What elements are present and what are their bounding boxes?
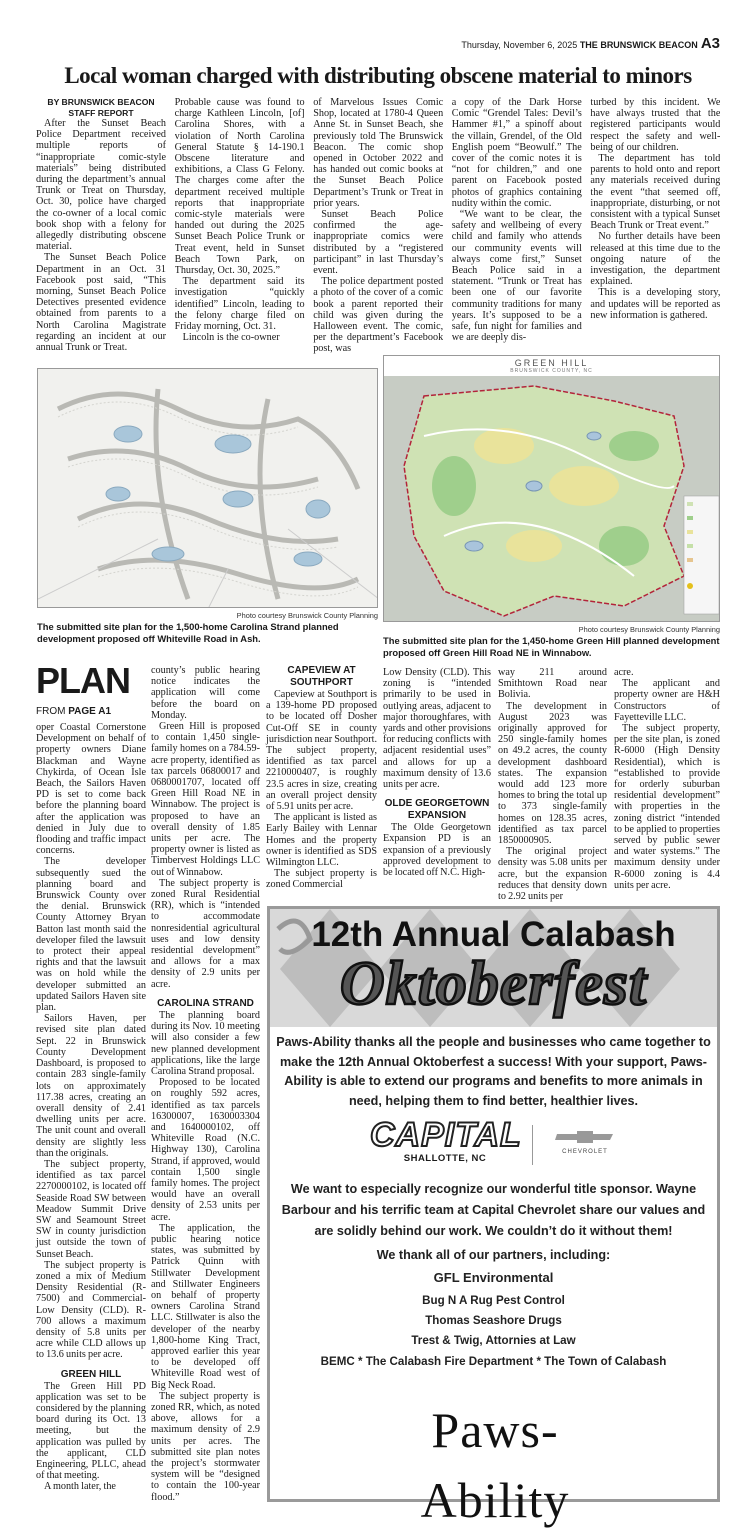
plan-column-6	[614, 667, 720, 891]
capital-location: SHALLOTTE, NC	[403, 1153, 487, 1164]
article-paragraph: The subject property is zoned RR, which, as noted above, allows for a maximum density of 2.9 units per acres. The submitted site plan notes the project’s stormwater system will be “designed to contain the 100-year flood.”	[151, 1390, 260, 1503]
article-paragraph: a copy of the Dark Horse Comic “Grendel Tales: Devil’s Hammer #1,” a spinoff about the villain, Grendel, of the Old English poem “Beowulf.” The cover of the comic notes it is “not for children,” and one parent on Facebook posted photos of graphics containing nudity within the comic.	[451, 97, 582, 209]
article-paragraph: Proposed to be located on roughly 592 acres, identified as tax parcels 16300007, 1630003304 and 1640000102, off Whiteville Road (N.C. Highway 130), Carolina Strand, if approved, would contain 1,500 single family homes. The project would have an overall density of 2.53 units per acre.	[151, 1077, 260, 1223]
article-column-1	[36, 97, 166, 355]
partner-item: Bug N A Rug Pest Control	[422, 1294, 565, 1307]
subhead-olde-georgetown: OLDE GEORGETOWN EXPANSION	[384, 798, 490, 822]
partner-item: BEMC * The Calabash Fire Department * The Town of Calabash	[320, 1355, 667, 1368]
header-paper: THE BRUNSWICK BEACON	[579, 40, 698, 50]
article-paragraph: The applicant is listed as Early Bailey with Lennar Homes and the property owner is identified as SDS Wilmington LLC.	[266, 812, 377, 869]
map-subtitle: BRUNSWICK COUNTY, NC	[510, 368, 593, 374]
subhead-green-hill: GREEN HILL	[60, 1368, 122, 1380]
article-paragraph: This is a developing story, and updates will be reported as new information is gathered.	[590, 287, 721, 321]
page-header	[461, 35, 720, 52]
article-paragraph: The police department posted a photo of the cover of a comic book a parent reported their child was given during the Halloween event. The comic, per the department’s Facebook post, was	[313, 276, 444, 355]
header-page-number: A3	[700, 35, 720, 52]
plan-column-3	[266, 665, 377, 891]
article-paragraph: turbed by this incident. We have always trusted that the registered participants would respect the safety and well-being of our children.	[590, 97, 721, 153]
site-plan-photo-carolina-strand	[37, 368, 378, 608]
ad-thanks-text: Paws-Ability thanks all the people and businesses who came together to make the 12th Annual Oktoberfest a success! With your support, Paws-Ability is able to extend our programs and benefits to more animals in need, helping them to find better, healthier lives.	[276, 1035, 711, 1108]
ad-partners-intro: We thank all of our partners, including:	[376, 1248, 611, 1262]
photo-credit-left: Photo courtesy Brunswick County Planning	[236, 611, 378, 620]
jump-line	[36, 706, 111, 717]
article-paragraph: The department said its investigation “quickly identified” Lincoln, leading to the felony charge filed on Friday morning, Oct. 31.	[174, 276, 305, 333]
plan-column-1	[36, 722, 146, 1493]
map-title: GREEN HILL	[514, 358, 589, 368]
photo-caption-left: The submitted site plan for the 1,500-home Carolina Strand planned development proposed off Whiteville Road in Ash.	[37, 621, 339, 644]
article-paragraph: The Sunset Beach Police Department in an Oct. 31 Facebook post said, “This morning, Sunset Beach Police Detectives presented evidence obtained from parents to a North Carolina Magistrate regarding an incident at our annual Trunk or Treat.	[36, 252, 166, 354]
article-paragraph: Sailors Haven, per revised site plan dated Sept. 22 in Brunswick County Development Dashboard, is proposed to contain 283 single-family lots on approximately 117.38 acres, creating an overall density of 2.41 dwelling units per acre. The unit count and overall density are slightly less than the originals.	[36, 1013, 146, 1159]
jump-from: FROM	[36, 706, 69, 717]
article-paragraph: way 211 around Smithtown Road near Bolivia.	[498, 667, 607, 701]
article-paragraph: No further details have been released at this time due to the ongoing nature of the investigation, the department explained.	[590, 231, 721, 288]
article-column-3	[313, 97, 443, 355]
subhead-capeview: CAPEVIEW AT SOUTHPORT	[287, 665, 356, 688]
article-paragraph: The subject property is zoned Rural Residential (RR), which is “intended to accommodate nonresidential agricultural uses and low density residential development” and allows for a max density of 2.9 units per acre.	[151, 877, 260, 990]
article-paragraph: oper Coastal Cornerstone Development on behalf of property owners Diane Blackman and Wayne Chykirda, of Ocean Isle Beach, the Sailors Haven PD is set to come back before the planning board after the application was denied in July due to flooding and traffic impact concerns.	[36, 722, 146, 857]
jump-kicker: PLAN	[36, 660, 130, 701]
banner-oktoberfest: Oktoberfest	[339, 950, 648, 1018]
article-paragraph: The department has told parents to hold onto and report any materials received during the event “that seemed off, inappropriate, disturbing, or not consistent with a typical Sunset Beach Trunk or Treat event.”	[590, 153, 721, 232]
paws-ability-logo-text: Paws-Ability	[420, 1402, 570, 1528]
article-paragraph: Sunset Beach Police confirmed the age-inappropriate comics were distributed by a “registered participant” in last Thursday’s event.	[313, 209, 444, 277]
logo-divider	[532, 1125, 533, 1165]
byline: BY BRUNSWICK BEACON STAFF REPORT	[47, 97, 155, 118]
article-paragraph: The Green Hill PD application was set to be considered by the planning board during its Oct. 13 meeting, but the application was pulled by the applicant, CLD Engineering, PLLC, ahead of that meeting.	[36, 1380, 146, 1482]
article-paragraph: The development in August 2023 was originally approved for 250 single-family homes on 49.2 acres, the county development dashboard states. The expansion would add 123 more homes to bring the total up to 373 single-family homes on 128.35 acres, identified as tax parcel 1850000905.	[498, 700, 607, 847]
plan-column-4	[383, 667, 491, 878]
headline	[36, 62, 720, 90]
article-paragraph: “We want to be clear, the safety and wellbeing of every child and family who attends our community events will always come first,” Sunset Beach Police said in a statement. “Trunk or Treat has been one of our favorite community traditions for many years. It’s supposed to be a safe, fun night for families and we are deeply dis-	[451, 209, 582, 344]
partner-item: Thomas Seashore Drugs	[425, 1314, 562, 1327]
partner-item: GFL Environmental	[433, 1270, 554, 1285]
subhead-carolina-strand: CAROLINA STRAND	[157, 997, 254, 1009]
article-paragraph: The Olde Georgetown Expansion PD is an expansion of a previously approved development to be located off N.C. High-	[383, 822, 491, 879]
article-paragraph: Low Density (CLD). This zoning is “intended primarily to be used in outlying areas, adjacent to major thoroughfares, with yards and other provisions for reducing conflicts with adjacent residential uses” and allows for up a maximum density of 13.6 units per acre.	[383, 667, 491, 791]
article-column-2	[175, 97, 305, 355]
article-paragraph: After the Sunset Beach Police Department received multiple reports of “inappropriate comic-style materials” being distributed during the department’s annual Trunk or Treat on Thursday, Oct. 30, police have charged the co-owner of a local comic book shop with a felony for allegedly distributing obscene material.	[36, 118, 166, 253]
article-paragraph: The subject property is zoned Commercial	[266, 868, 377, 891]
jump-page: PAGE A1	[68, 706, 112, 717]
photo-credit-right: Photo courtesy Brunswick County Planning	[578, 625, 720, 634]
site-plan-image	[38, 369, 378, 608]
article-column-4	[452, 97, 582, 355]
ad-banner	[270, 909, 717, 1027]
article-paragraph: The developer subsequently sued the planning board and Brunswick County over the denial. Brunswick County Attorney Bryan Batton last month said the developer filed the lawsuit to protect their appeal rights and that the lawsuit was on hold while the developer submitted an updated Sailors Haven site plan.	[36, 856, 146, 1014]
article-paragraph: The planning board during its Nov. 10 meeting will also consider a few new planned development applications, like the large Carolina Strand proposal.	[151, 1009, 260, 1077]
article-paragraph: The applicant and property owner are H&H Constructors of Fayetteville LLC.	[614, 678, 720, 723]
article-paragraph: Green Hill is proposed to contain 1,450 single-family homes on a 784.59-acre property, identified as tax parcels 06800017 and 0680001707, located off Green Hill Road NE in Winnabow. The project is proposed to have an overall density of 1.85 units per acre. The property owner is listed as Timbervest Holdings LLC out of Winnabow.	[151, 721, 260, 878]
article-paragraph: Capeview at Southport is a 139-home PD proposed to be located off Dosher Cut-Off SE in county jurisdiction near Southport. The subject property, identified as tax parcel 2210000407, is roughly 23.5 acres in size, creating an overall project density of 5.91 units per acre.	[266, 689, 377, 813]
plan-column-2	[151, 665, 260, 1503]
banner-title: 12th Annual Calabash	[311, 915, 676, 954]
green-hill-map	[384, 376, 720, 621]
article-paragraph: The subject property is zoned a mix of Medium Density Residential (R-7500) and Commercial-Low Density (CLD). R-700 allows a maximum density of 5.8 units per acre while CLD allows up to 13.6 units per acre.	[36, 1259, 146, 1361]
capital-logo-text: CAPITAL	[370, 1116, 522, 1154]
article-paragraph: county’s public hearing notice indicates the application will come before the board on Monday.	[151, 665, 260, 721]
article-paragraph: The application, the public hearing notice states, was submitted by Patrick Quinn with Stillwater Development and Stillwater Engineers on behalf of property owners Carolina Strand LLC. Stillwater is also the developer of the nearby 1,800-home King Tract, approved earlier this year to be developed off Whiteville Road west of Big Neck Road.	[151, 1222, 260, 1391]
header-date: Thursday, November 6, 2025	[461, 40, 578, 50]
article-paragraph: Lincoln is the co-owner	[182, 332, 280, 344]
headline-text: Local woman charged with distributing obscene material to minors	[64, 63, 692, 88]
photo-caption-right: The submitted site plan for the 1,450-home Green Hill planned development proposed off Green Hill Road NE in Winnabow.	[383, 635, 720, 658]
article-paragraph: The subject property, identified as tax parcel 2270000102, is located off Seaside Road SW between Meadow Summit Drive SW and Seamount Street SW in county jurisdiction just outside the town of Sunset Beach.	[36, 1158, 146, 1260]
capital-logo	[370, 1117, 520, 1169]
article-paragraph: The original project density was 5.08 units per acre, but the expansion reduces that density down to 2.92 units per	[498, 846, 607, 903]
partner-item: Trest & Twig, Attornies at Law	[411, 1334, 576, 1347]
chevrolet-bowtie-icon	[555, 1130, 615, 1144]
article-paragraph: A month later, the	[44, 1481, 116, 1493]
plan-column-5	[498, 667, 607, 902]
chevrolet-text: CHEVROLET	[562, 1149, 608, 1155]
article-paragraph: of Marvelous Issues Comic Shop, located at 1780-4 Queen Anne St. in Sunset Beach, she previously told The Brunswick Beacon. The comic shop opened in October 2022 and has handed out comic books at the Sunset Beach Police Department’s Trunk or Treat in prior years.	[313, 97, 444, 209]
site-plan-photo-green-hill	[383, 355, 720, 622]
article-column-5	[590, 97, 720, 355]
ad-recognize-text: We want to especially recognize our wonderful title sponsor. Wayne Barbour and his terrific team at Capital Chevrolet share our values and are solidly behind our work. We couldn’t do it without them!	[281, 1182, 706, 1238]
article-paragraph: Probable cause was found to charge Kathleen Lincoln, [of] Carolina Shores, with a violation of North Carolina General Statute § 14-190.1 Obscene literature and exhibitions, a Class G Felony. The charges come after the department received multiple reports that inappropriate comic-style materials were handed out during the 2025 Sunset Beach Police Trunk or Treat event, held in Sunset Beach Town Park, on Thursday, Oct. 30, 2025.”	[174, 97, 305, 277]
chevrolet-logo	[550, 1130, 620, 1155]
article-paragraph: acre.	[614, 667, 634, 678]
paws-ability-logo	[360, 1395, 630, 1528]
oktoberfest-advertisement	[267, 906, 720, 1528]
article-paragraph: The subject property, per the site plan, is zoned R-6000 (High Density Residential), which is “established to provide for orderly suburban residential development” with properties in the zoning district “intended to be applied to properties served by public sewer and water systems.” The maximum density under R-6000 zoning is 4.4 units per acre.	[614, 723, 720, 891]
